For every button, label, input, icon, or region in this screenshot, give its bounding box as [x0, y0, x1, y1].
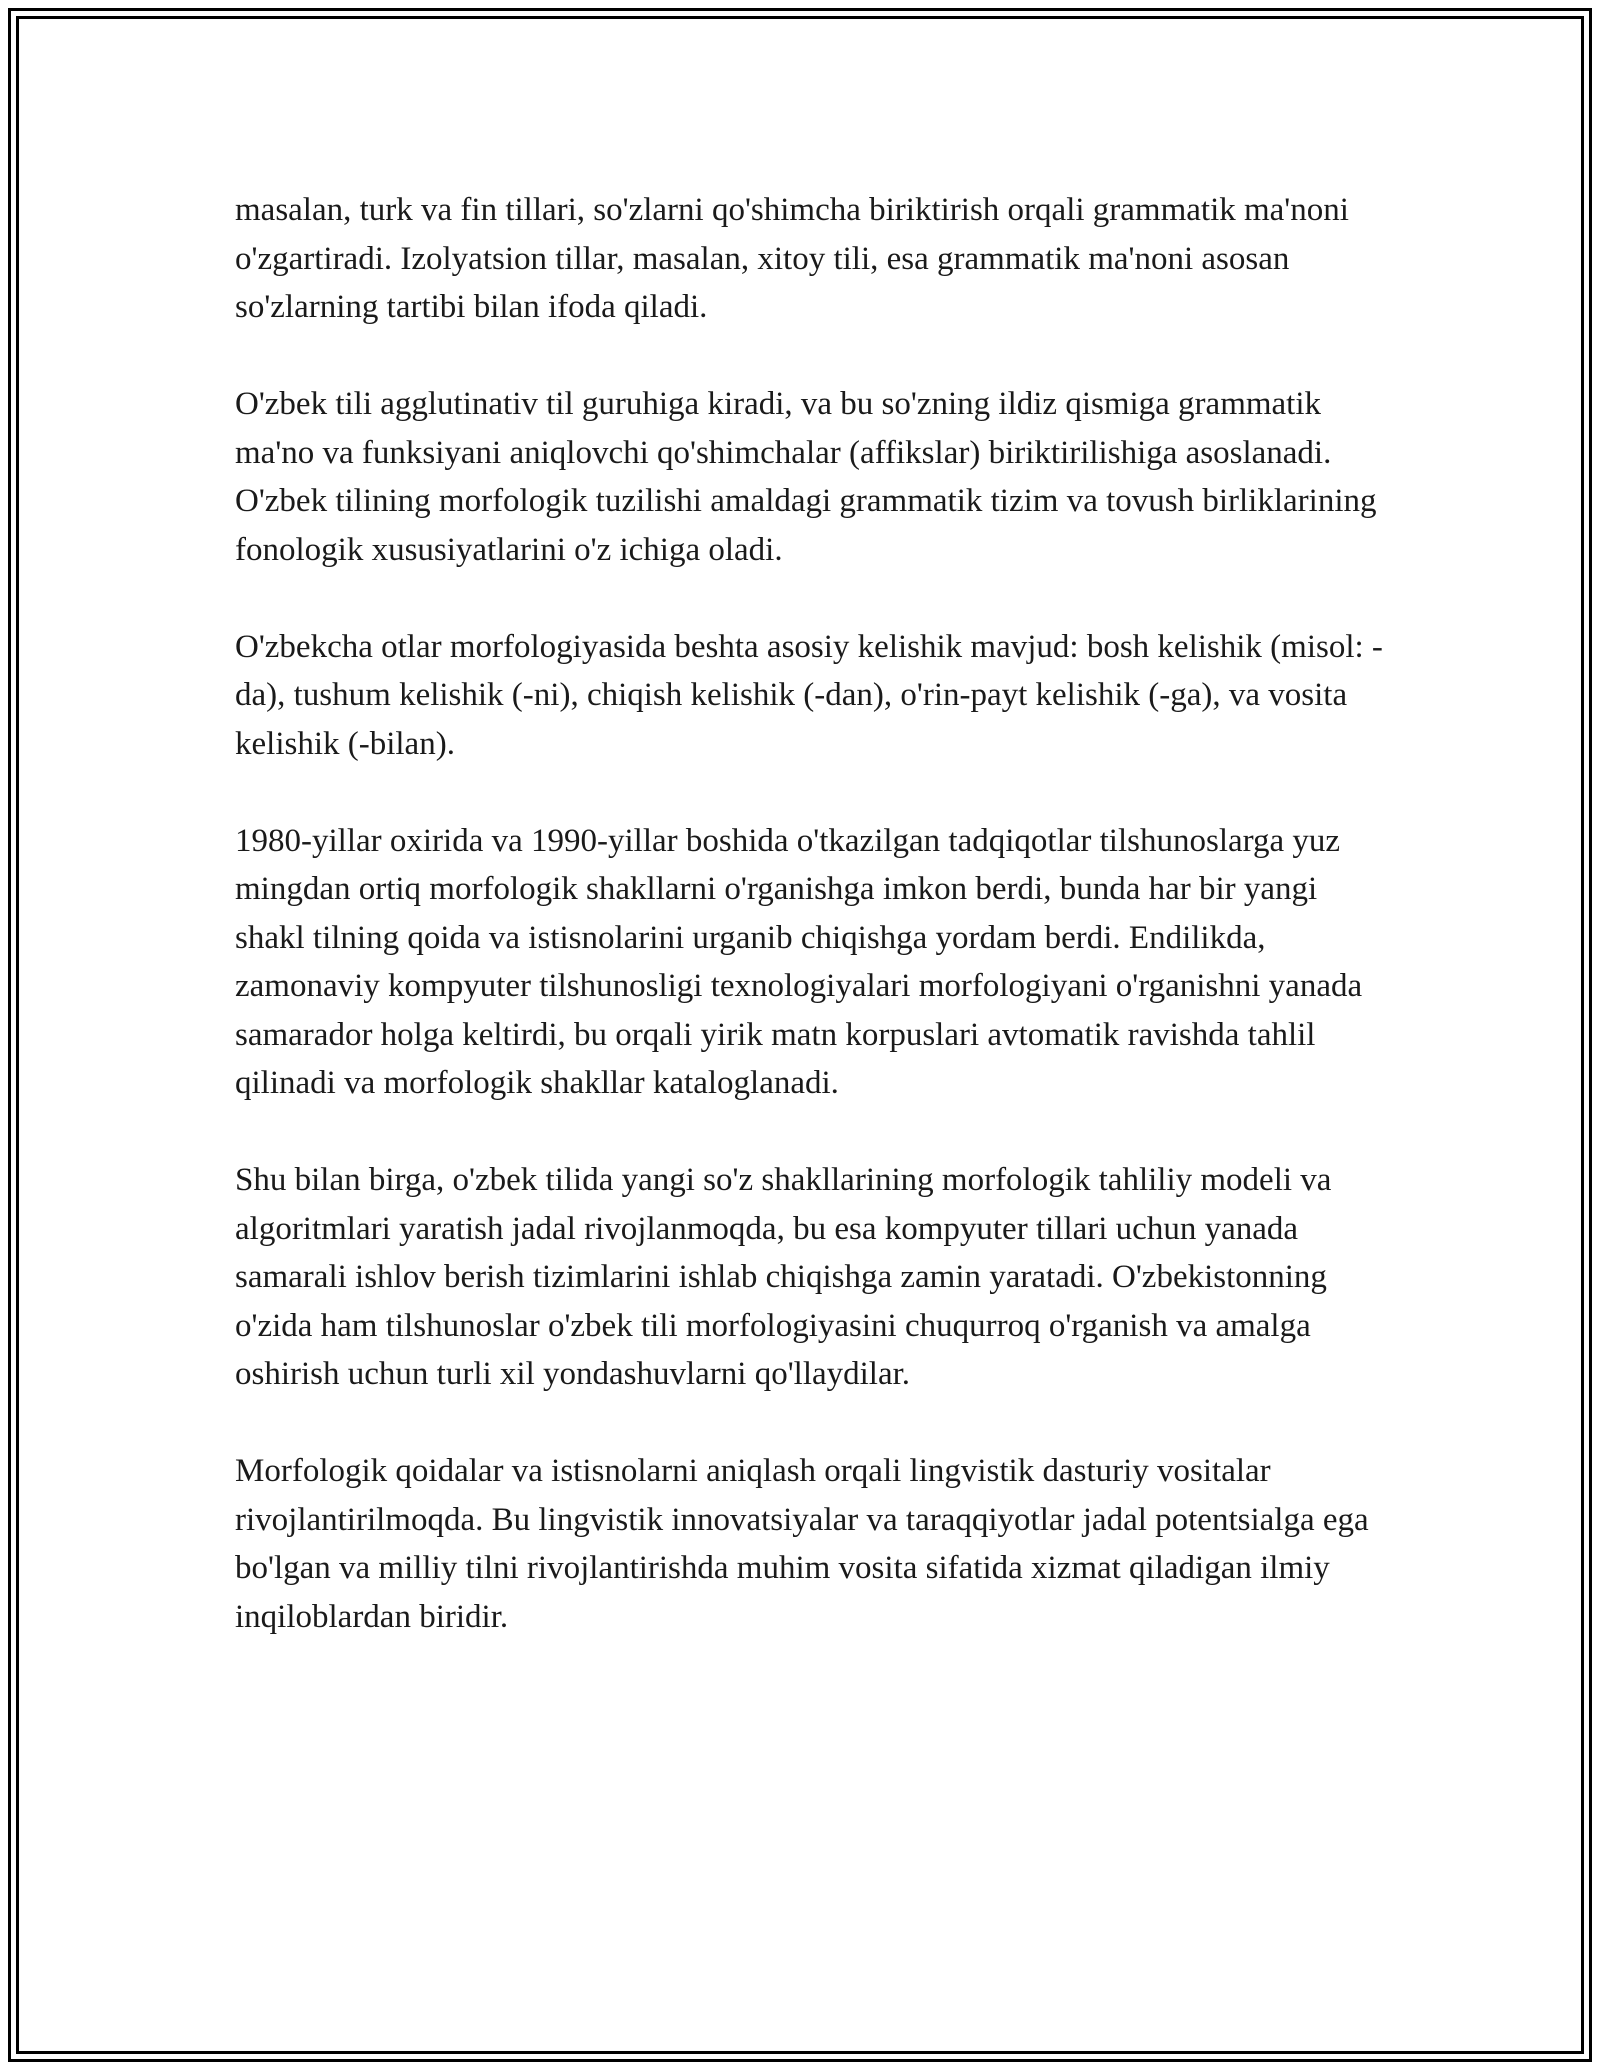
paragraph-6: Morfologik qoidalar va istisnolarni aniqlash orqali lingvistik dasturiy vositalar rivojlantirilmoqda. Bu lingvistik innovatsiyalar va taraqqiyotlar jadal potentsialga ega bo'lgan va milliy tilni rivojlantirishda muhim vosita sifatida xizmat qiladigan ilmiy inqiloblardan biridir.: [235, 1453, 1369, 1635]
paragraph-3: O'zbekcha otlar morfologiyasida beshta asosiy kelishik mavjud: bosh kelishik (misol: -da), tushum kelishik (-ni), chiqish kelishik (-dan), o'rin-payt kelishik (-ga), va vosita kelishik (-bilan).: [235, 628, 1383, 762]
paragraph-5: Shu bilan birga, o'zbek tilida yangi so'z shakllarining morfologik tahliliy modeli va algoritmlari yaratish jadal rivojlanmoqda, bu esa kompyuter tillari uchun yanada samarali ishlov berish tizimlarini ishlab chiqishga zamin yaratadi. O'zbekistonning o'zida ham tilshunoslar o'zbek tili morfologiyasini chuqurroq o'rganish va amalga oshirish uchun turli xil yondashuvlarni qo'llaydilar.: [235, 1162, 1332, 1392]
paragraph-2: O'zbek tili agglutinativ til guruhiga kiradi, va bu so'zning ildiz qismiga grammatik ma'no va funksiyani aniqlovchi qo'shimchalar (affikslar) biriktirilishiga asoslanadi. O'zbek tilining morfologik tuzilishi amaldagi grammatik tizim va tovush birliklarining fonologik xususiyatlarini o'z ichiga oladi.: [235, 386, 1377, 568]
paragraph-1: masalan, turk va fin tillari, so'zlarni qo'shimcha biriktirish orqali grammatik ma'noni o'zgartiradi. Izolyatsion tillar, masalan, xitoy tili, esa grammatik ma'noni asosan so'zlarning tartibi bilan ifoda qiladi.: [235, 192, 1349, 325]
document-body: [235, 186, 1385, 1641]
paragraph-4: 1980-yillar oxirida va 1990-yillar boshida o'tkazilgan tadqiqotlar tilshunoslarga yuz mingdan ortiq morfologik shakllarni o'rganishga imkon berdi, bunda har bir yangi shakl tilning qoida va istisnolarini urganib chiqishga yordam berdi. Endilikda, zamonaviy kompyuter tilshunosligi texnologiyalari morfologiyani o'rganishni yanada samarador holga keltirdi, bu orqali yirik matn korpuslari avtomatik ravishda tahlil qilinadi va morfologik shakllar kataloglanadi.: [235, 822, 1363, 1101]
